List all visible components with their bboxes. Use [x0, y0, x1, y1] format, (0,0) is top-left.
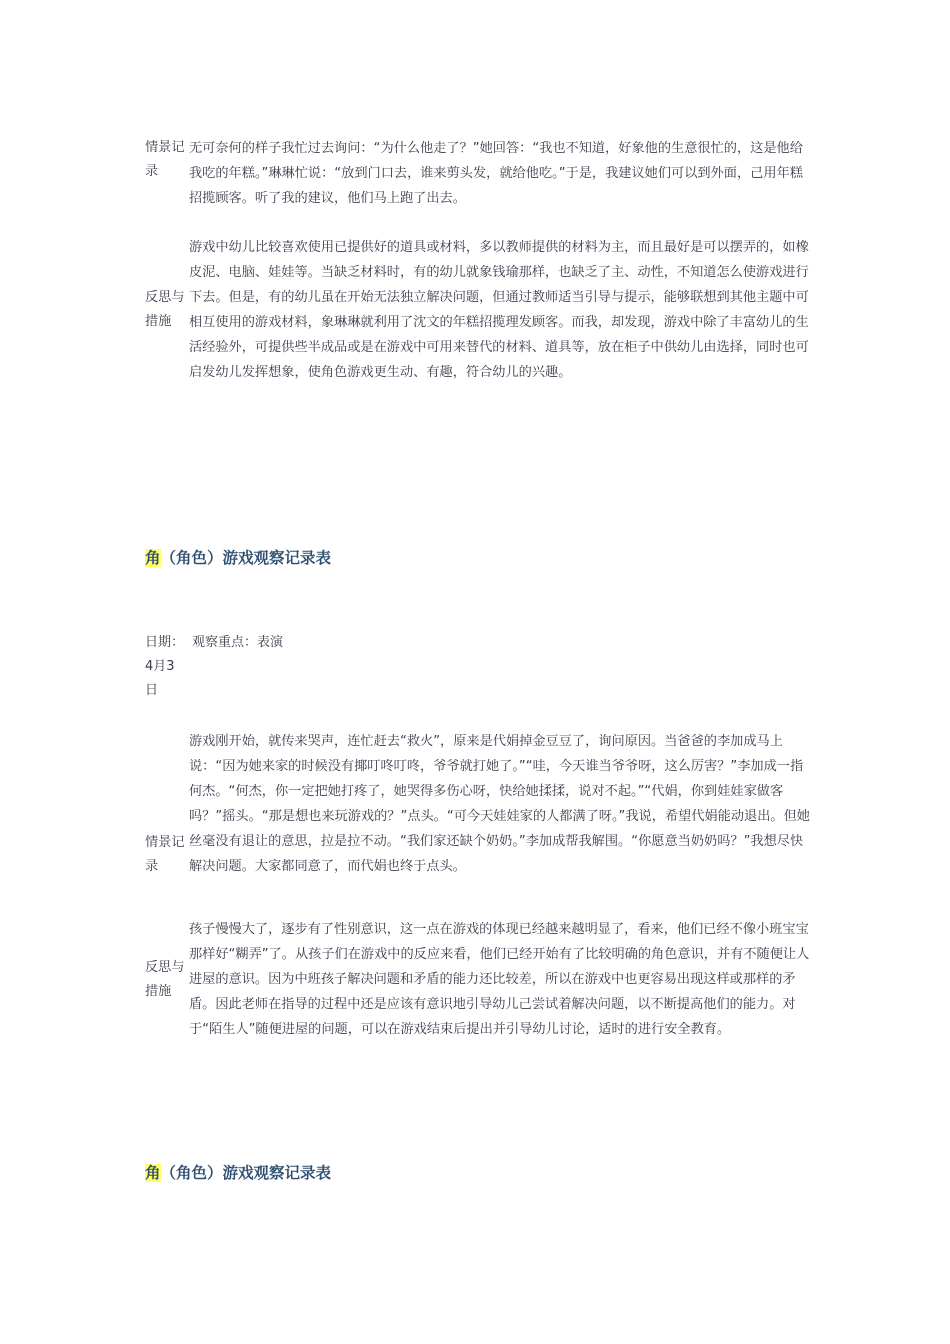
title-highlight: 角 [145, 549, 161, 567]
date-value-day: 日 [145, 683, 159, 698]
reflect-text: 孩子慢慢大了，逐步有了性别意识，这一点在游戏的体现已经越来越明显了，看来，他们已经不像小班宝宝那样好“糊弄”了。从孩子们在游戏中的反应来看，他们已经开始有了比较明确的角色意识，并有不随便让人进屋的意识。因为中班孩子解决问题和矛盾的能力还比较差，所以在游戏中也更容易出现这样或那样的矛盾。因此老师在指导的过程中还是应该有意识地引导幼儿己尝试着解决问题，以不断提高他们的能力。对于“陌生人”随便进屋的问题，可以在游戏结束后提出并引导幼儿讨论，适时的进行安全教育。 [189, 922, 810, 1037]
page-title [145, 546, 331, 568]
section-2 [145, 729, 810, 1042]
reflect-text: 游戏中幼儿比较喜欢使用已提供好的道具或材料，多以教师提供的材料为主，而且最好是可以摆弄的，如橡皮泥、电脑、娃娃等。当缺乏材料时，有的幼儿就象钱瑜那样，也缺乏了主、动性，不知道怎么使游戏进行下去。但是，有的幼儿虽在开始无法独立解决问题，但通过教师适当引导与提示，能够联想到其他主题中可相互使用的游戏材料，象琳琳就利用了沈文的年糕招揽理发顾客。而我，却发现，游戏中除了丰富幼儿的生活经验外，可提供些半成品或是在游戏中可用来替代的材料、道具等，放在柜子中供幼儿由选择，同时也可启发幼儿发挥想象，使角色游戏更生动、有趣，符合幼儿的兴趣。 [189, 240, 809, 380]
record-row [145, 729, 810, 879]
focus-label: 观察重点：表演 [192, 635, 284, 650]
record-text: 无可奈何的样子我忙过去询问：“为什么他走了？”她回答：“我也不知道，好象他的生意很忙的，这是他给我吃的年糕。”琳琳忙说：“放到门口去，谁来剪头发，就给他吃。”于是，我建议她们可以到外面，己用年糕招揽顾客。听了我的建议，他们马上跑了出去。 [189, 141, 803, 206]
reflect-row [145, 235, 810, 385]
record-label: 情景记录 [145, 140, 185, 179]
page-title-2 [145, 1161, 331, 1183]
date-label: 日期： [145, 635, 185, 650]
reflect-row [145, 917, 810, 1042]
record-label: 情景记录 [145, 835, 185, 874]
title-text: （角色）游戏观察记录表 [160, 549, 332, 567]
reflect-label: 反思与措施 [145, 290, 185, 329]
record-text: 游戏刚开始，就传来哭声，连忙赶去“救火”，原来是代娟掉金豆豆了，询问原因。当爸爸的李加成马上说：“因为她来家的时候没有揶叮咚叮咚，爷爷就打她了。”“哇，今天谁当爷爷呀，这么厉害？”李加成一指何杰。“何杰，你一定把她打疼了，她哭得多伤心呀，快给她揉揉，说对不起。”“代娟，你到娃娃家做客吗？”摇头。“那是想也来玩游戏的？”点头。“可今天娃娃家的人都满了呀。”我说，希望代娟能动退出。但她丝毫没有退让的意思，拉是拉不动。“我们家还缺个奶奶。”李加成帮我解围。“你愿意当奶奶吗？”我想尽快解决问题。大家都同意了，而代娟也终于点头。 [189, 734, 810, 874]
reflect-label: 反思与措施 [145, 959, 185, 999]
section-1 [145, 136, 810, 385]
title-highlight: 角 [145, 1164, 161, 1182]
date-value: 4月3 [145, 659, 175, 674]
record-row [145, 136, 810, 211]
date-block [145, 631, 283, 703]
title-text: （角色）游戏观察记录表 [160, 1164, 332, 1182]
